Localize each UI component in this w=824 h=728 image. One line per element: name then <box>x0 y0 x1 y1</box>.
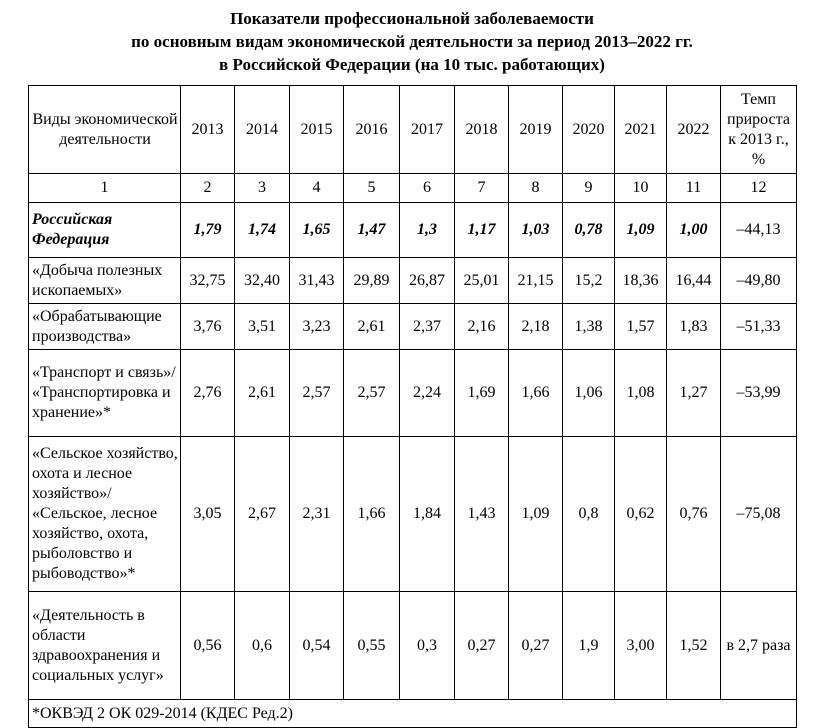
table-row <box>29 437 797 592</box>
row-value: 1,66 <box>509 350 563 437</box>
row-value: 1,27 <box>667 350 721 437</box>
header-year: 2019 <box>509 86 563 174</box>
column-number: 1 <box>29 174 181 203</box>
row-value: 16,44 <box>667 258 721 304</box>
column-number: 12 <box>721 174 797 203</box>
row-value: 0,78 <box>563 203 615 258</box>
row-value: 1,03 <box>509 203 563 258</box>
row-value: 15,2 <box>563 258 615 304</box>
row-value: 32,75 <box>181 258 235 304</box>
row-value: 1,08 <box>615 350 667 437</box>
header-growth: Темп прироста к 2013 г., % <box>721 86 797 174</box>
row-value: 1,00 <box>667 203 721 258</box>
row-value: 25,01 <box>455 258 509 304</box>
row-value: 0,8 <box>563 437 615 592</box>
table-row <box>29 350 797 437</box>
row-value: 2,18 <box>509 304 563 350</box>
column-number: 7 <box>455 174 509 203</box>
title-line-1: Показатели профессиональной заболеваемости <box>230 9 594 28</box>
row-value: 0,76 <box>667 437 721 592</box>
row-name: «Транспорт и связь»/ «Транспортировка и хранение»* <box>29 350 181 437</box>
row-value: 2,57 <box>344 350 400 437</box>
row-growth: –53,99 <box>721 350 797 437</box>
table-row <box>29 258 797 304</box>
row-name: «Добыча полезных ископаемых» <box>29 258 181 304</box>
row-value: 3,00 <box>615 592 667 700</box>
row-value: 1,09 <box>509 437 563 592</box>
header-year: 2015 <box>290 86 344 174</box>
row-value: 0,55 <box>344 592 400 700</box>
row-value: 0,62 <box>615 437 667 592</box>
row-value: 0,27 <box>509 592 563 700</box>
title-line-3: в Российской Федерации (на 10 тыс. работающих) <box>219 55 605 74</box>
row-value: 2,16 <box>455 304 509 350</box>
row-value: 2,57 <box>290 350 344 437</box>
column-number: 11 <box>667 174 721 203</box>
row-value: 1,17 <box>455 203 509 258</box>
row-value: 1,9 <box>563 592 615 700</box>
column-number: 4 <box>290 174 344 203</box>
row-value: 1,09 <box>615 203 667 258</box>
row-value: 0,27 <box>455 592 509 700</box>
header-year: 2014 <box>235 86 290 174</box>
header-year: 2018 <box>455 86 509 174</box>
row-value: 3,05 <box>181 437 235 592</box>
row-value: 3,23 <box>290 304 344 350</box>
header-year: 2013 <box>181 86 235 174</box>
row-growth: –49,80 <box>721 258 797 304</box>
row-value: 1,69 <box>455 350 509 437</box>
row-name: «Сельское хозяйство, охота и лесное хозяйство»/ «Сельское, лесное хозяйство, охота, рыболовство и рыбоводство»* <box>29 437 181 592</box>
row-value: 0,56 <box>181 592 235 700</box>
row-value: 32,40 <box>235 258 290 304</box>
row-value: 29,89 <box>344 258 400 304</box>
row-value: 1,74 <box>235 203 290 258</box>
row-growth: –75,08 <box>721 437 797 592</box>
row-value: 1,83 <box>667 304 721 350</box>
row-value: 2,31 <box>290 437 344 592</box>
row-value: 26,87 <box>400 258 455 304</box>
footnote-row <box>29 700 797 728</box>
row-value: 18,36 <box>615 258 667 304</box>
table-row <box>29 304 797 350</box>
row-value: 0,3 <box>400 592 455 700</box>
row-value: 1,06 <box>563 350 615 437</box>
header-year: 2016 <box>344 86 400 174</box>
row-value: 31,43 <box>290 258 344 304</box>
row-value: 2,24 <box>400 350 455 437</box>
row-value: 1,38 <box>563 304 615 350</box>
header-year: 2020 <box>563 86 615 174</box>
title-line-2: по основным видам экономической деятельности за период 2013–2022 гг. <box>131 32 693 51</box>
row-growth: в 2,7 раза <box>721 592 797 700</box>
row-value: 1,66 <box>344 437 400 592</box>
header-year: 2017 <box>400 86 455 174</box>
header-year: 2021 <box>615 86 667 174</box>
footnote: *ОКВЭД 2 ОК 029-2014 (КДЕС Ред.2) <box>29 700 797 728</box>
row-value: 3,76 <box>181 304 235 350</box>
row-value: 1,84 <box>400 437 455 592</box>
column-number: 3 <box>235 174 290 203</box>
row-value: 1,52 <box>667 592 721 700</box>
row-value: 1,43 <box>455 437 509 592</box>
row-value: 1,3 <box>400 203 455 258</box>
row-value: 1,47 <box>344 203 400 258</box>
row-value: 3,51 <box>235 304 290 350</box>
header-year: 2022 <box>667 86 721 174</box>
row-value: 1,57 <box>615 304 667 350</box>
row-value: 21,15 <box>509 258 563 304</box>
row-value: 0,54 <box>290 592 344 700</box>
morbidity-table <box>28 85 797 728</box>
header-activity: Виды экономической деятельности <box>29 86 181 174</box>
row-value: 2,67 <box>235 437 290 592</box>
column-number: 5 <box>344 174 400 203</box>
row-name: «Деятельность в области здравоохранения и социальных услуг» <box>29 592 181 700</box>
column-number: 2 <box>181 174 235 203</box>
row-growth: –51,33 <box>721 304 797 350</box>
header-row <box>29 86 797 174</box>
row-value: 2,76 <box>181 350 235 437</box>
row-value: 1,79 <box>181 203 235 258</box>
table-title <box>0 0 824 78</box>
row-value: 2,61 <box>344 304 400 350</box>
row-growth: –44,13 <box>721 203 797 258</box>
row-name: Российская Федерация <box>29 203 181 258</box>
column-number: 9 <box>563 174 615 203</box>
table-row <box>29 592 797 700</box>
row-name: «Обрабатывающие производства» <box>29 304 181 350</box>
column-number: 8 <box>509 174 563 203</box>
row-value: 0,6 <box>235 592 290 700</box>
row-value: 1,65 <box>290 203 344 258</box>
row-value: 2,37 <box>400 304 455 350</box>
column-number-row <box>29 174 797 203</box>
column-number: 6 <box>400 174 455 203</box>
table-row <box>29 203 797 258</box>
column-number: 10 <box>615 174 667 203</box>
row-value: 2,61 <box>235 350 290 437</box>
